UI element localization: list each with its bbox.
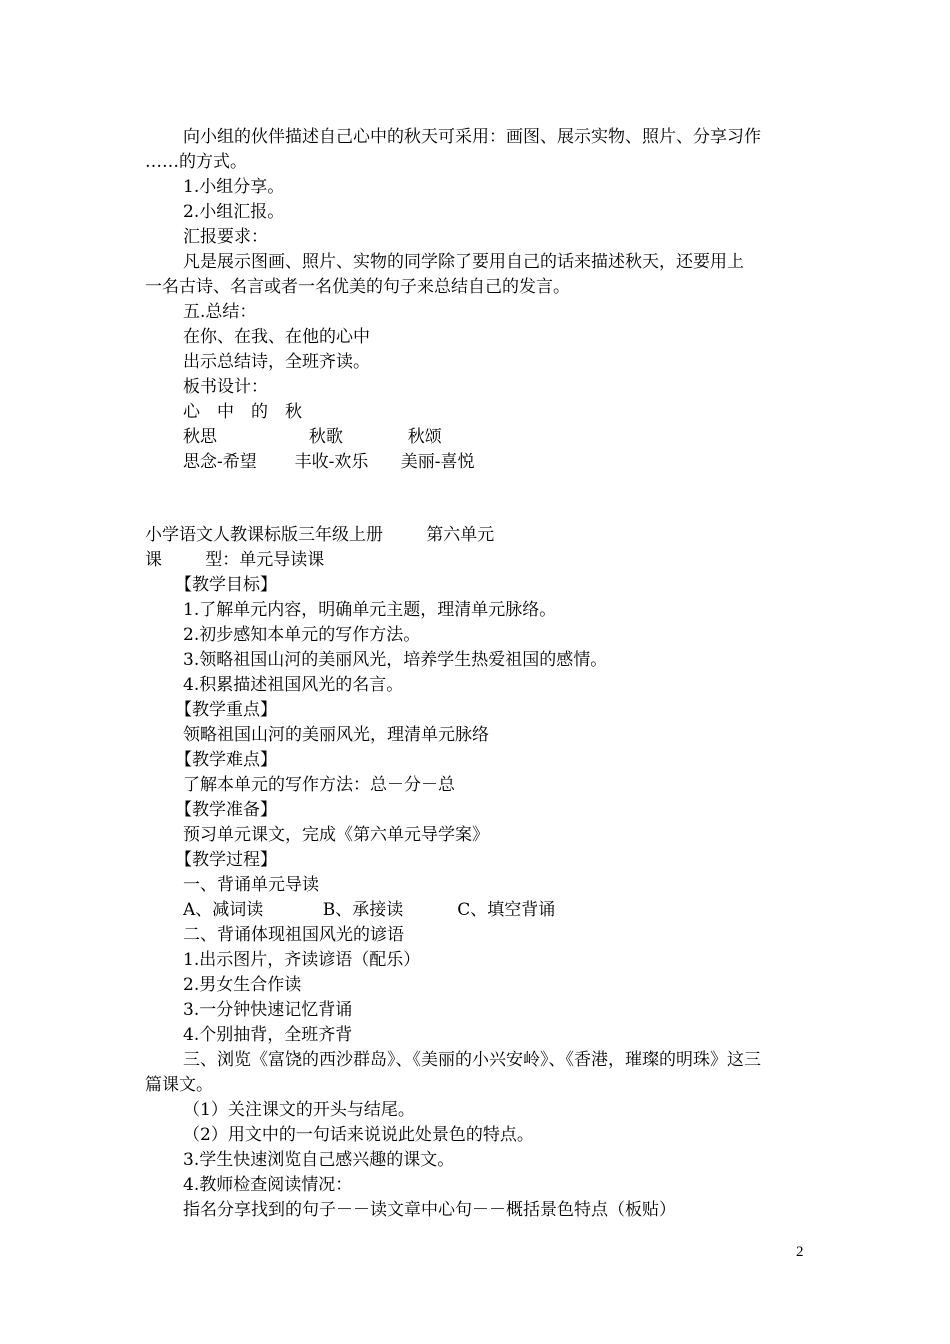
text-line: 课 型：单元导读课 (145, 550, 325, 570)
text-line: 思念-希望 丰收-欢乐 美丽-喜悦 (183, 452, 475, 472)
section-heading: 【教学过程】 (175, 850, 277, 870)
text-line: 篇课文。 (145, 1075, 213, 1095)
text-line: 4.积累描述祖国风光的名言。 (183, 675, 404, 695)
section-heading: 【教学准备】 (175, 800, 277, 820)
text-line: 2.男女生合作读 (183, 975, 302, 995)
text-line: 在你、在我、在他的心中 (183, 327, 370, 347)
text-line: 指名分享找到的句子－－读文章中心句－－概括景色特点（板贴） (183, 1200, 676, 1220)
text-line: ……的方式。 (145, 152, 247, 172)
text-line: 3.领略祖国山河的美丽风光，培养学生热爱祖国的感情。 (183, 650, 608, 670)
text-line: 4.教师检查阅读情况： (183, 1175, 353, 1195)
text-line: 预习单元课文，完成《第六单元导学案》 (183, 825, 489, 845)
page-number: 2 (796, 1244, 804, 1260)
section-heading: 【教学重点】 (175, 700, 277, 720)
text-line: 领略祖国山河的美丽风光，理清单元脉络 (183, 725, 489, 745)
text-line: 五.总结： (183, 302, 257, 322)
text-line: 二、背诵体现祖国风光的谚语 (183, 925, 404, 945)
text-line: 2.小组汇报。 (183, 202, 285, 222)
text-line: 3.学生快速浏览自己感兴趣的课文。 (183, 1150, 455, 1170)
text-line: 1.了解单元内容，明确单元主题，理清单元脉络。 (183, 600, 557, 620)
text-line: 一、背诵单元导读 (183, 875, 319, 895)
text-line: 心 中 的 秋 (183, 402, 302, 422)
text-line: 1.出示图片，齐读谚语（配乐） (183, 950, 421, 970)
text-line: 4.个别抽背，全班齐背 (183, 1025, 353, 1045)
text-line: （2）用文中的一句话来说说此处景色的特点。 (183, 1125, 534, 1145)
text-line: 汇报要求： (183, 227, 268, 247)
text-line: 小学语文人教课标版三年级上册 第六单元 (145, 525, 495, 545)
text-line: 板书设计： (183, 377, 268, 397)
text-line: A、减词读 B、承接读 C、填空背诵 (183, 900, 556, 920)
text-line: 2.初步感知本单元的写作方法。 (183, 625, 421, 645)
text-line: 3.一分钟快速记忆背诵 (183, 1000, 353, 1020)
text-line: 秋思 秋歌 秋颂 (183, 427, 442, 447)
text-line: 三、浏览《富饶的西沙群岛》、《美丽的小兴安岭》、《香港，璀璨的明珠》这三 (183, 1050, 761, 1070)
text-line: 向小组的伙伴描述自己心中的秋天可采用：画图、展示实物、照片、分享习作 (183, 127, 761, 147)
text-line: 了解本单元的写作方法：总－分－总 (183, 775, 455, 795)
text-line: 凡是展示图画、照片、实物的同学除了要用自己的话来描述秋天，还要用上 (183, 252, 744, 272)
text-line: 1.小组分享。 (183, 177, 285, 197)
section-heading: 【教学难点】 (175, 750, 277, 770)
text-line: （1）关注课文的开头与结尾。 (183, 1100, 415, 1120)
section-heading: 【教学目标】 (175, 575, 277, 595)
text-line: 出示总结诗，全班齐读。 (183, 352, 370, 372)
text-line: 一名古诗、名言或者一名优美的句子来总结自己的发言。 (145, 277, 570, 297)
